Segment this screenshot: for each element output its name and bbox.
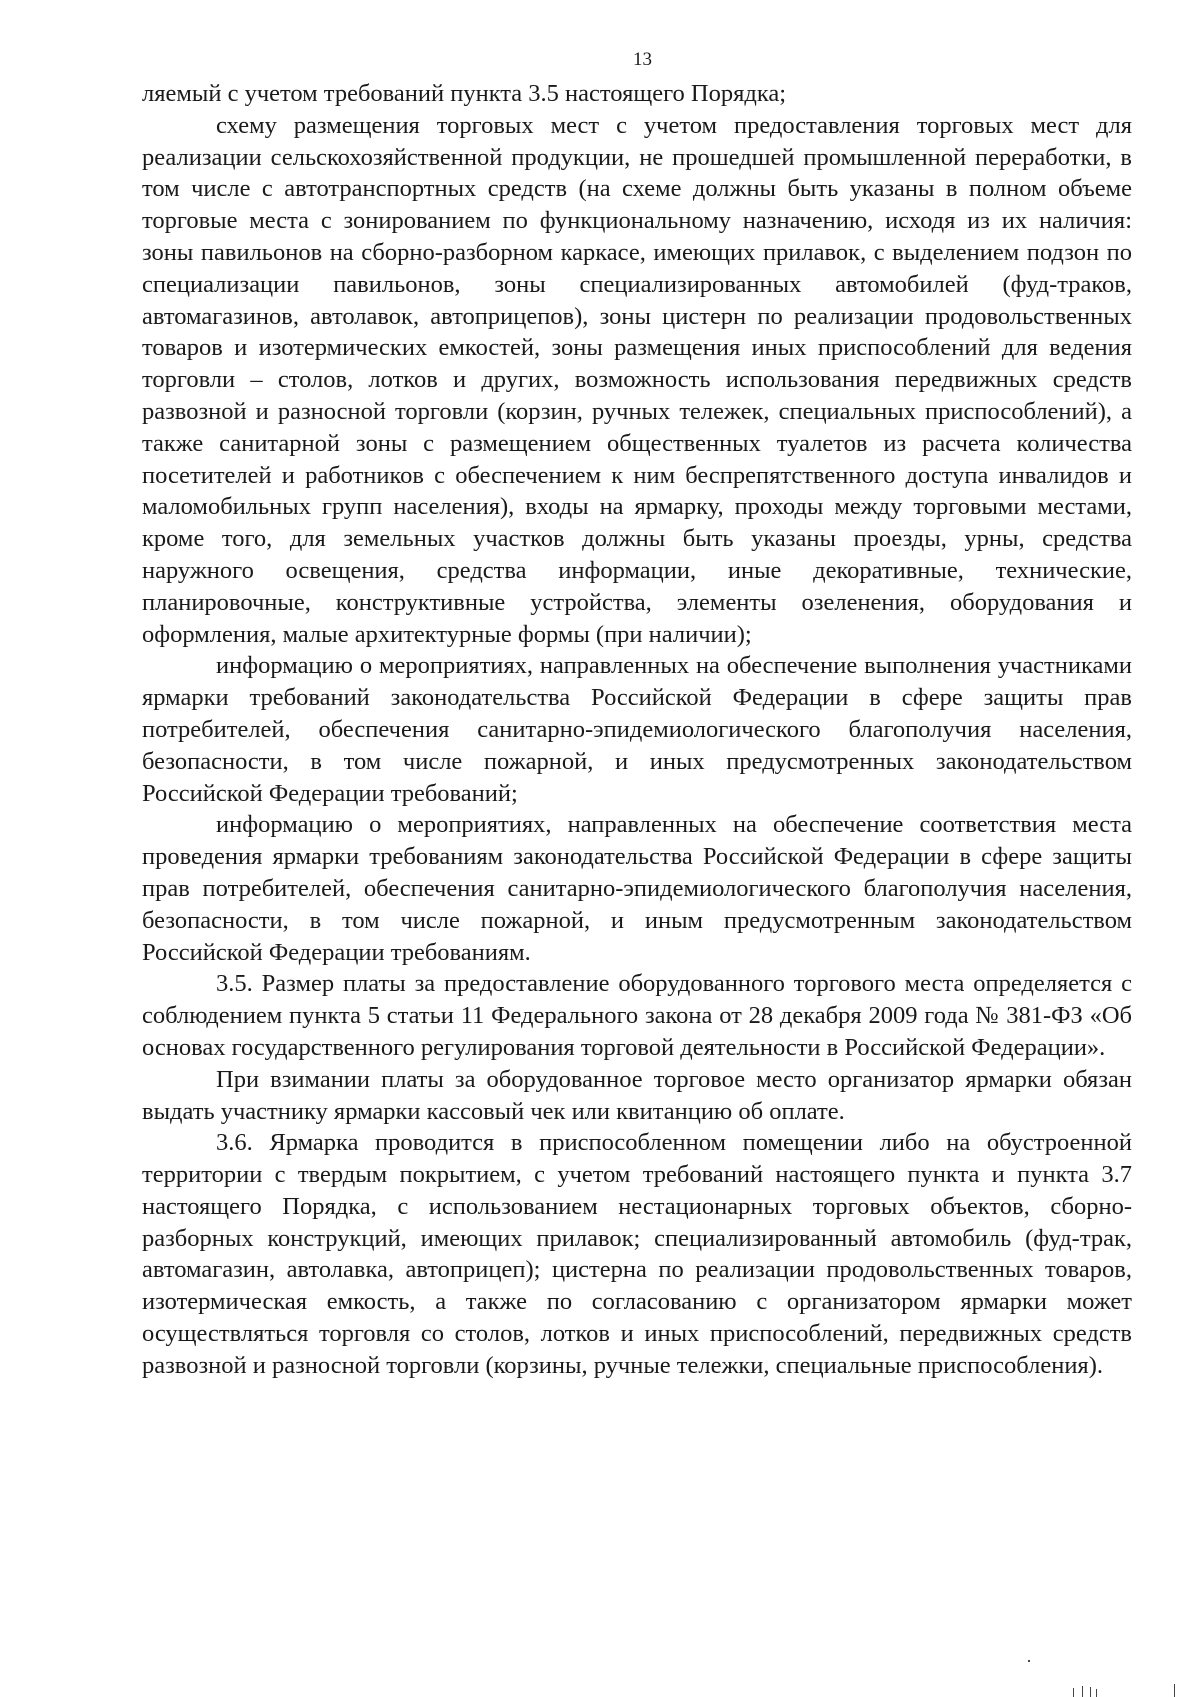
scan-tick: [1090, 1687, 1091, 1697]
paragraph-section-3-5: 3.5. Размер платы за предоставление оборудованного торгового места определяется с соблюдением пункта 5 статьи 11 Федерального закона от 28 декабря 2009 года № 381-ФЗ «Об основах государственного регулирования торговой деятельности в Российской Федерации».: [142, 970, 1132, 1061]
paragraph-payment-receipt: При взимании платы за оборудованное торговое место организатор ярмарки обязан выдать участнику ярмарки кассовый чек или квитанцию об оплате.: [142, 1065, 1132, 1125]
scan-tick: [1082, 1686, 1083, 1697]
paragraph-trade-places-scheme: схему размещения торговых мест с учетом предоставления торговых мест для реализации сельскохозяйственной продукции, не прошедшей промышленной переработки, в том числе с автотранспортных средств (на схеме должны быть указаны в полном объеме торговые места с зонированием по функциональному назначению, исходя из их наличия: зоны павильонов на сборно-разборном каркасе, имеющих прилавок, с выделением подзон по специализации павильонов, зоны специализированных автомобилей (фуд-траков, автомагазинов, автолавок, автоприцепов), зоны цистерн по реализации продовольственных товаров и изотермических емкостей, зоны размещения иных приспособлений для ведения торговли – столов, лотков и других, возможность использования передвижных средств развозной и разносной торговли (корзин, ручных тележек, специальных приспособлений), а также санитарной зоны с размещением общественных туалетов из расчета количества посетителей и работников с обеспечением к ним беспрепятственного доступа инвалидов и маломобильных групп населения), входы на ярмарку, проходы между торговыми местами, кроме того, для земельных участков должны быть указаны проезды, урны, средства наружного освещения, средства информации, иные декоративные, технические, планировочные, конструктивные устройства, элементы озеленения, оборудования и оформления, малые архитектурные формы (при наличии);: [142, 111, 1132, 648]
paragraph-participants-measures: информацию о мероприятиях, направленных на обеспечение выполнения участниками ярмарки требований законодательства Российской Федерации в сфере защиты прав потребителей, обеспечения санитарно-эпидемиологического благополучия населения, безопасности, в том числе пожарной, и иных предусмотренных законодательством Российской Федерации требований;: [142, 652, 1132, 807]
paragraph-continuation: ляемый с учетом требований пункта 3.5 настоящего Порядка;: [142, 80, 787, 107]
scan-tick: [1096, 1689, 1097, 1697]
page-number: 13: [633, 49, 652, 70]
paragraph-section-3-6: 3.6. Ярмарка проводится в приспособленном помещении либо на обустроенной территории с твердым покрытием, с учетом требований настоящего пункта и пункта 3.7 настоящего Порядка, с использованием нестационарных торговых объектов, сборно-разборных конструкций, имеющих прилавок; специализированный автомобиль (фуд-трак, автомагазин, автолавка, автоприцеп); цистерна по реализации продовольственных товаров, изотермическая емкость, а также по согласованию с организатором ярмарки может осуществляться торговля со столов, лотков и иных приспособлений, передвижных средств развозной и разносной торговли (корзины, ручные тележки, специальные приспособления).: [142, 1129, 1132, 1379]
scan-tick: [1174, 1684, 1175, 1697]
paragraph-venue-measures: информацию о мероприятиях, направленных на обеспечение соответствия места проведения ярмарки требованиям законодательства Российской Федерации в сфере защиты прав потребителей, обеспечения санитарно-эпидемиологического благополучия населения, безопасности, в том числе пожарной, и иным предусмотренным законодательством Российской Федерации требованиям.: [142, 811, 1132, 966]
document-body: [142, 78, 1132, 1382]
scan-tick: [1073, 1688, 1074, 1697]
scan-dot: [1028, 1660, 1030, 1662]
